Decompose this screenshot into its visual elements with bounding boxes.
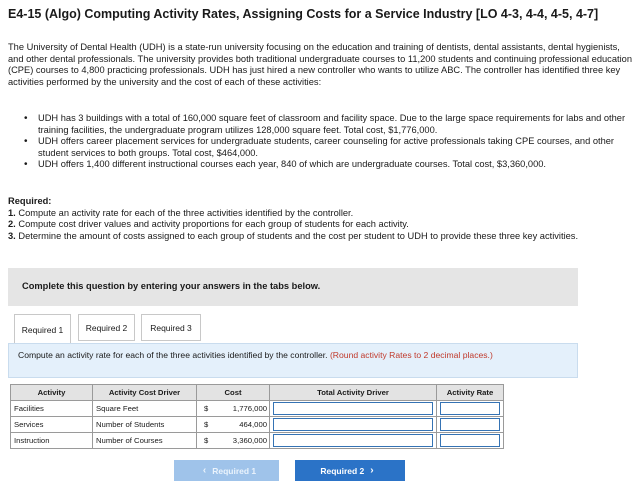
col-header-total-driver: Total Activity Driver <box>270 385 437 401</box>
col-header-activity: Activity <box>11 385 93 401</box>
rate-cell <box>437 401 504 417</box>
cost-cell: 1,776,000 <box>212 401 269 417</box>
activity-rate-input-services[interactable] <box>440 418 500 431</box>
activity-cell: Facilities <box>11 401 93 417</box>
currency-symbol: $ <box>197 417 213 433</box>
required-heading: Required: <box>8 196 52 206</box>
chevron-left-icon: ‹ <box>202 465 207 476</box>
problem-title: E4-15 (Algo) Computing Activity Rates, Assigning Costs for a Service Industry [LO 4-3, 4-4, 4-5, 4-7] <box>8 7 599 21</box>
required-section <box>8 196 634 242</box>
activity-list <box>24 113 634 171</box>
tab-required-2[interactable]: Required 2 <box>78 314 135 341</box>
chevron-right-icon: › <box>370 465 374 476</box>
tab-required-3[interactable]: Required 3 <box>141 314 201 341</box>
cost-cell: 464,000 <box>212 417 269 433</box>
next-button[interactable] <box>295 460 405 481</box>
total-driver-cell <box>270 401 437 417</box>
total-driver-cell <box>270 417 437 433</box>
total-driver-input-services[interactable] <box>273 418 433 431</box>
driver-cell: Square Feet <box>93 401 197 417</box>
activity-cell: Services <box>11 417 93 433</box>
list-item: • UDH has 3 buildings with a total of 160,000 square feet of classroom and facility space. Due to the large space requirements for labs and other training facilities, the undergraduate program utilizes 128,000 square feet. Total cost, $1,776,000. <box>24 113 634 136</box>
previous-button[interactable] <box>174 460 279 481</box>
rate-cell <box>437 433 504 449</box>
question-prompt <box>8 343 578 378</box>
activity-cell: Instruction <box>11 433 93 449</box>
rate-cell <box>437 417 504 433</box>
activity-rate-input-facilities[interactable] <box>440 402 500 415</box>
table-row <box>11 417 504 433</box>
prompt-text: Compute an activity rate for each of the three activities identified by the controller. <box>18 350 328 360</box>
col-header-rate: Activity Rate <box>437 385 504 401</box>
table-row <box>11 401 504 417</box>
required-item-2: 2. Compute cost driver values and activity proportions for each group of students for each activity. <box>8 219 409 230</box>
rounding-note: (Round activity Rates to 2 decimal places.) <box>329 350 493 360</box>
required-item-1: 1. Compute an activity rate for each of the three activities identified by the controller. <box>8 207 354 218</box>
list-item: • UDH offers career placement services for undergraduate students, career counseling for active professionals taking CPE courses, and other student services to both groups. Total cost, $464,000. <box>24 136 634 159</box>
list-item: • UDH offers 1,400 different instructional courses each year, 840 of which are undergraduate courses. Total cost, $3,360,000. <box>24 159 634 171</box>
previous-button-label: Required 1 <box>212 465 257 476</box>
activity-rate-table <box>10 384 504 449</box>
required-item-3: 3. Determine the amount of costs assigned to each group of students and the cost per student to UDH to provide these three key activities. <box>8 230 579 241</box>
col-header-driver: Activity Cost Driver <box>93 385 197 401</box>
total-driver-input-facilities[interactable] <box>273 402 433 415</box>
tab-required-1[interactable]: Required 1 <box>14 314 71 344</box>
currency-symbol: $ <box>197 401 213 417</box>
activity-rate-input-instruction[interactable] <box>440 434 500 447</box>
cost-cell: 3,360,000 <box>212 433 269 449</box>
problem-intro: The University of Dental Health (UDH) is a state-run university focusing on the education and training of dentists, dental assistants, dental hygienists, and other dental professionals. The university provides both traditional undergraduate courses to 11,200 students and continuing professional education (CPE) courses to 4,800 practicing professionals. UDH has just hired a new controller who wants to utilize ABC. The controller has identified three key activities performed by the university and the cost of each of these activities: <box>8 42 632 87</box>
col-header-cost: Cost <box>197 385 270 401</box>
total-driver-input-instruction[interactable] <box>273 434 433 447</box>
driver-cell: Number of Students <box>93 417 197 433</box>
currency-symbol: $ <box>197 433 213 449</box>
driver-cell: Number of Courses <box>93 433 197 449</box>
table-row <box>11 433 504 449</box>
total-driver-cell <box>270 433 437 449</box>
instruction-banner: Complete this question by entering your answers in the tabs below. <box>8 268 578 306</box>
next-button-label: Required 2 <box>320 465 365 476</box>
